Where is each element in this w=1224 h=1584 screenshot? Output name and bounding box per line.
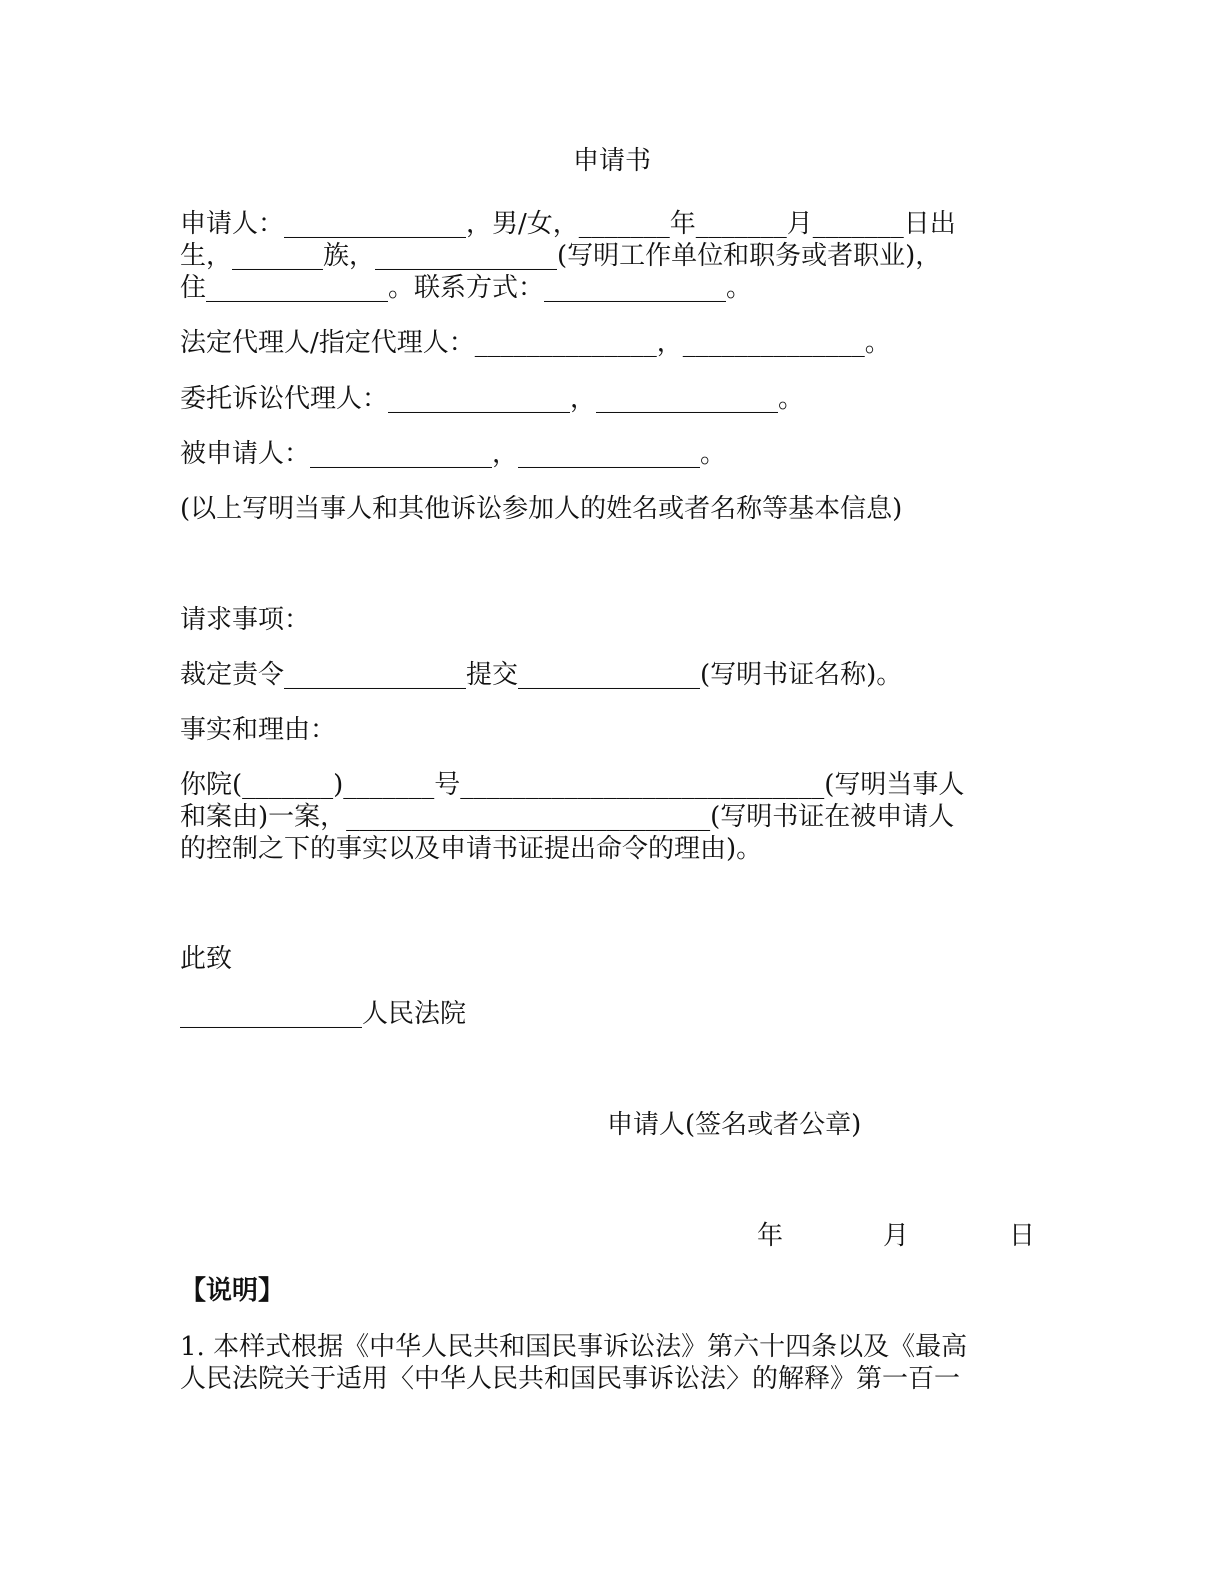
document-title: 申请书	[572, 146, 651, 176]
notes-line-2: 人民法院关于适用〈中华人民共和国民事诉讼法〉的解释》第一百一	[180, 1364, 961, 1394]
court-line: ______________人民法院	[180, 999, 467, 1029]
date-month: 月	[883, 1221, 910, 1251]
notes-line-1: 1. 本样式根据《中华人民共和国民事诉讼法》第六十四条以及《最高	[180, 1332, 968, 1362]
date-year: 年	[757, 1221, 784, 1251]
signature-line: 申请人(签名或者公章)	[607, 1110, 862, 1140]
applicant-line-1: 申请人：______________，男/女，_______年_______月_______日出	[180, 209, 956, 239]
facts-line-2: 和案由)一案，____________________________(写明书证在被申请人	[180, 802, 955, 832]
date-day: 日	[1009, 1221, 1036, 1251]
facts-heading: 事实和理由：	[180, 715, 337, 745]
entrusted-agent-line: 委托诉讼代理人：______________，______________。	[180, 384, 805, 414]
closing-line: 此致	[180, 944, 233, 974]
request-content: 裁定责令______________提交______________(写明书证名称)。	[180, 660, 903, 690]
applicant-line-2: 生，_______族，______________(写明工作单位和职务或者职业)，	[180, 241, 942, 271]
respondent-line: 被申请人：______________，______________。	[180, 439, 727, 469]
notes-heading: 【说明】	[180, 1276, 285, 1306]
facts-line-3: 的控制之下的事实以及申请书证提出命令的理由)。	[180, 834, 763, 864]
request-heading: 请求事项：	[180, 605, 311, 635]
applicant-line-3: 住______________。联系方式：______________。	[180, 273, 753, 303]
legal-agent-line: 法定代理人/指定代理人：______________，______________。	[180, 328, 891, 358]
parties-note: (以上写明当事人和其他诉讼参加人的姓名或者名称等基本信息)	[180, 494, 903, 524]
facts-line-1: 你院(_______)_______号____________________________(写明当事人	[180, 770, 965, 800]
